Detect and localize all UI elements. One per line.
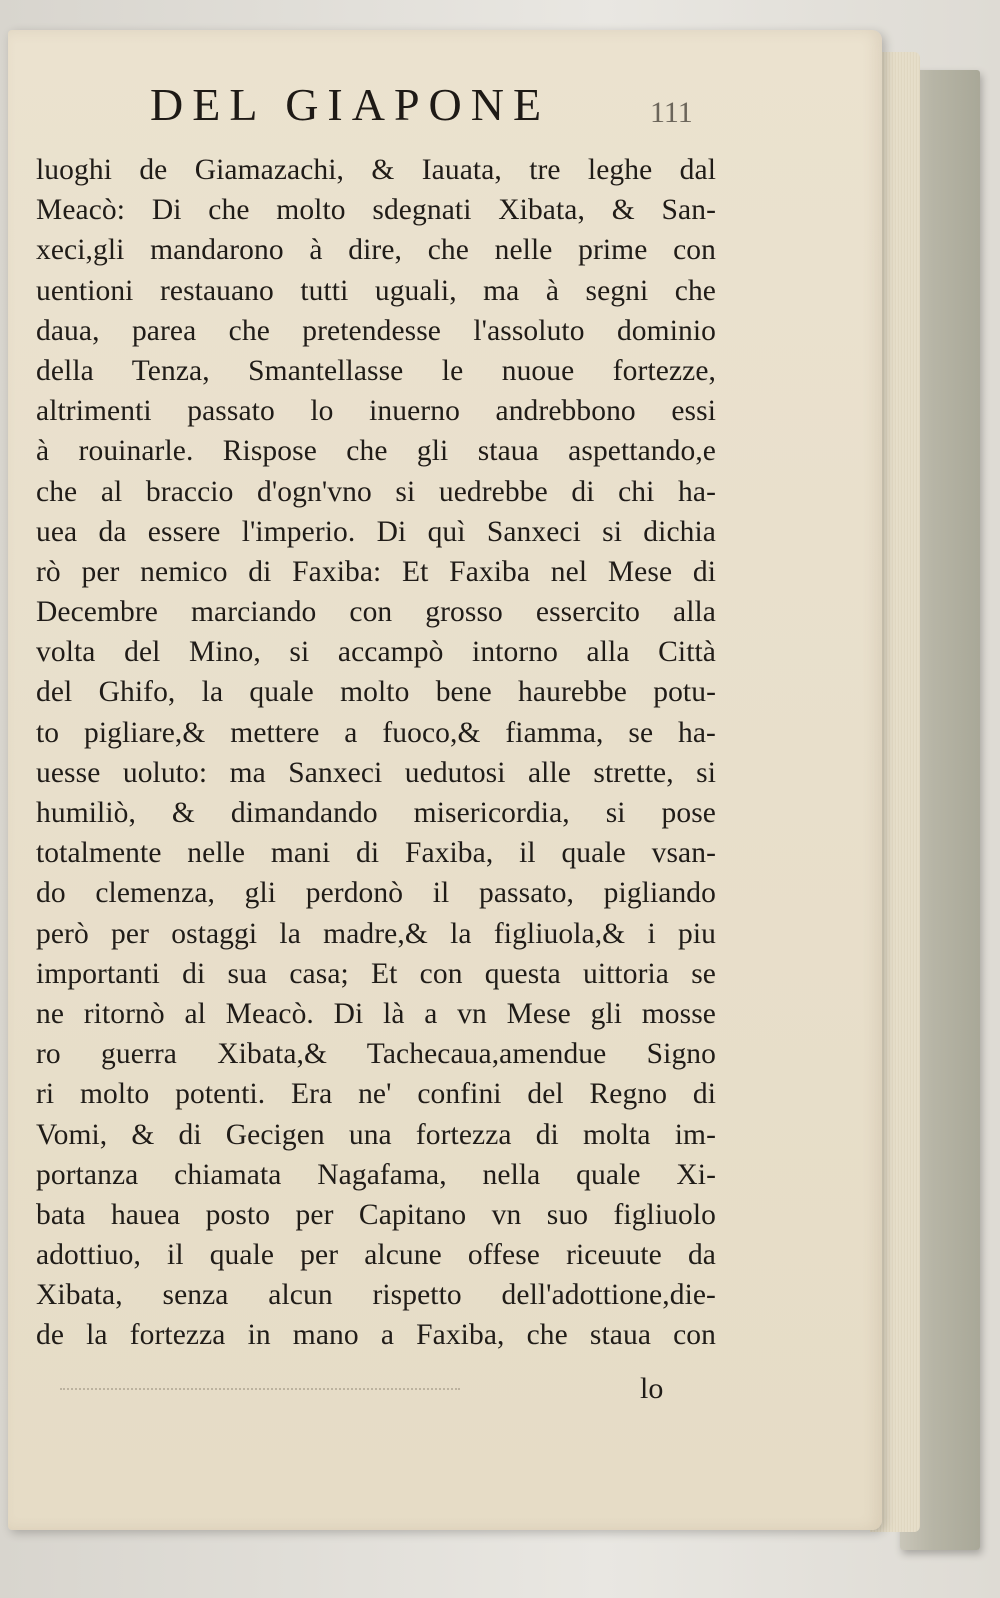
text-line: humiliò, & dimandando misericordia, si pose [36,797,716,829]
text-line: importanti di sua casa; Et con questa uittoria se [36,957,716,990]
text-line: portanza chiamata Nagafama, nella quale Xi- [36,1158,716,1191]
body-text [36,150,716,1356]
text-line: uea da essere l'imperio. Di quì Sanxeci si dichia [36,515,716,548]
text-line: Meacò: Di che molto sdegnati Xibata, & San- [36,194,716,227]
text-line: Vomi, & di Gecigen una fortezza di molta im- [36,1118,716,1151]
text-line: rò per nemico di Faxiba: Et Faxiba nel Mese di [36,555,716,588]
text-line: ne ritornò al Meacò. Di là a vn Mese gli mosse [36,997,716,1030]
text-line: uentioni restauano tutti uguali, ma à segni che [36,274,716,307]
text-line: à rouinarle. Rispose che gli staua aspettando,e [36,435,716,468]
text-line: luoghi de Giamazachi, & Iauata, tre leghe dal [36,154,716,186]
text-line: Decembre marciando con grosso essercito alla [36,596,716,629]
text-line: che al braccio d'ogn'vno si uedrebbe di chi ha- [36,475,716,508]
text-line: del Ghifo, la quale molto bene haurebbe potu- [36,676,716,709]
text-line: della Tenza, Smantellasse le nuoue fortezze, [36,354,716,387]
text-line: daua, parea che pretendesse l'assoluto dominio [36,314,716,347]
text-line: adottiuo, il quale per alcune offese riceuute da [36,1239,716,1272]
text-line: ro guerra Xibata,& Tachecaua,amendue Signo [36,1038,716,1071]
text-line: Xibata, senza alcun rispetto dell'adottione,die- [36,1279,716,1312]
text-line: bata hauea posto per Capitano vn suo figliuolo [36,1198,716,1231]
text-line: ri molto potenti. Era ne' confini del Regno di [36,1078,716,1111]
text-line: uesse uoluto: ma Sanxeci uedutosi alle strette, si [36,756,716,789]
running-header [150,78,750,148]
text-line: volta del Mino, si accampò intorno alla Città [36,636,716,669]
text-line: totalmente nelle mani di Faxiba, il quale vsan- [36,837,716,870]
text-line: to pigliare,& mettere a fuoco,& fiamma, se ha- [36,716,716,749]
text-line: do clemenza, gli perdonò il passato, pigliando [36,877,716,910]
running-title: DEL GIAPONE [150,79,551,130]
show-through-marks [60,1388,460,1392]
text-line: altrimenti passato lo inuerno andrebbono essi [36,395,716,428]
text-line: de la fortezza in mano a Faxiba, che staua con [36,1319,716,1352]
text-line: però per ostaggi la madre,& la figliuola,& i piu [36,917,716,950]
page-number: 111 [650,96,693,129]
catchword: lo [640,1372,664,1405]
text-line: xeci,gli mandarono à dire, che nelle prime con [36,234,716,267]
